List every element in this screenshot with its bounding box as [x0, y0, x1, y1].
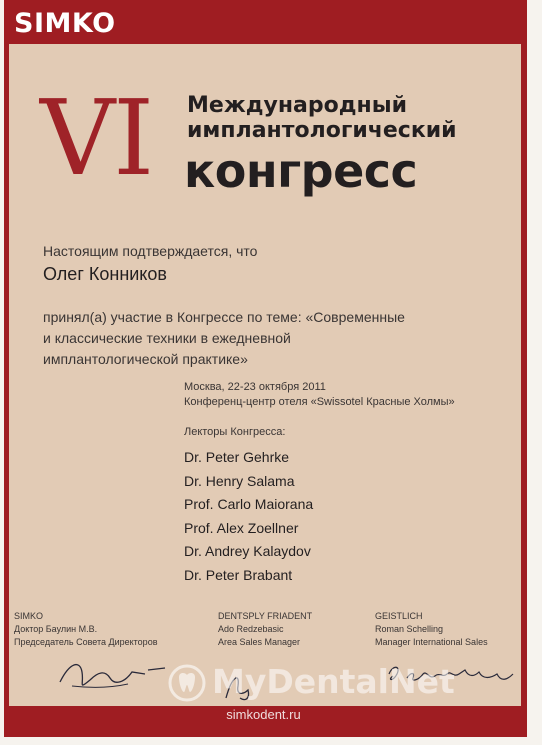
recipient-name: Олег Конников [43, 264, 167, 284]
lecturers-list [184, 446, 313, 588]
footer-url: simkodent.ru [226, 707, 301, 722]
participation-line: и классические техники в ежедневной [43, 330, 291, 346]
signatory-name: Ado Redzebasic [218, 624, 284, 634]
roman-numeral: VI [40, 77, 153, 199]
signatory-name: Доктор Баулин М.В. [14, 624, 98, 634]
event-date-place: Москва, 22-23 октября 2011 [184, 381, 326, 393]
event-details [184, 380, 455, 410]
handwritten-signature-1 [50, 652, 170, 696]
signatory-simko [14, 610, 157, 649]
signatory-title: Председатель Совета Директоров [14, 637, 158, 647]
title-line-2: имплантологический [187, 118, 457, 143]
signatory-title: Area Sales Manager [218, 637, 301, 647]
lecturers-heading: Лекторы Конгресса: [184, 426, 286, 438]
title-line-3: конгресс [184, 144, 418, 198]
confirmation-text: Настоящим подтверждается, что [43, 243, 258, 259]
participation-text [43, 307, 483, 370]
signatory-title: Manager International Sales [375, 637, 488, 647]
watermark-tooth-icon [168, 664, 206, 702]
event-venue: Конференц-центр отеля «Swissotel Красные Холмы» [184, 396, 455, 408]
watermark-text: MyDentalNet [212, 662, 455, 701]
lecturer-item: Dr. Andrey Kalaydov [184, 543, 311, 560]
title-line-1: Международный [187, 93, 407, 118]
signatory-org: GEISTLICH [375, 611, 423, 621]
participation-line: имплантологической практике» [43, 351, 248, 367]
signatory-org: SIMKO [14, 611, 44, 621]
signatory-name: Roman Schelling [375, 624, 444, 634]
brand-logo: SIMKO [14, 8, 116, 39]
lecturer-item: Prof. Carlo Maiorana [184, 496, 314, 513]
signatory-org: DENTSPLY FRIADENT [218, 611, 313, 621]
participation-line: принял(а) участие в Конгрессе по теме: «Современные [43, 309, 405, 325]
lecturer-item: Prof. Alex Zoellner [184, 519, 299, 536]
lecturer-item: Dr. Peter Brabant [184, 566, 293, 583]
lecturer-item: Dr. Peter Gehrke [184, 449, 290, 465]
lecturer-item: Dr. Henry Salama [184, 472, 295, 489]
signatory-dentsply [218, 610, 312, 649]
signatory-geistlich [375, 610, 488, 649]
